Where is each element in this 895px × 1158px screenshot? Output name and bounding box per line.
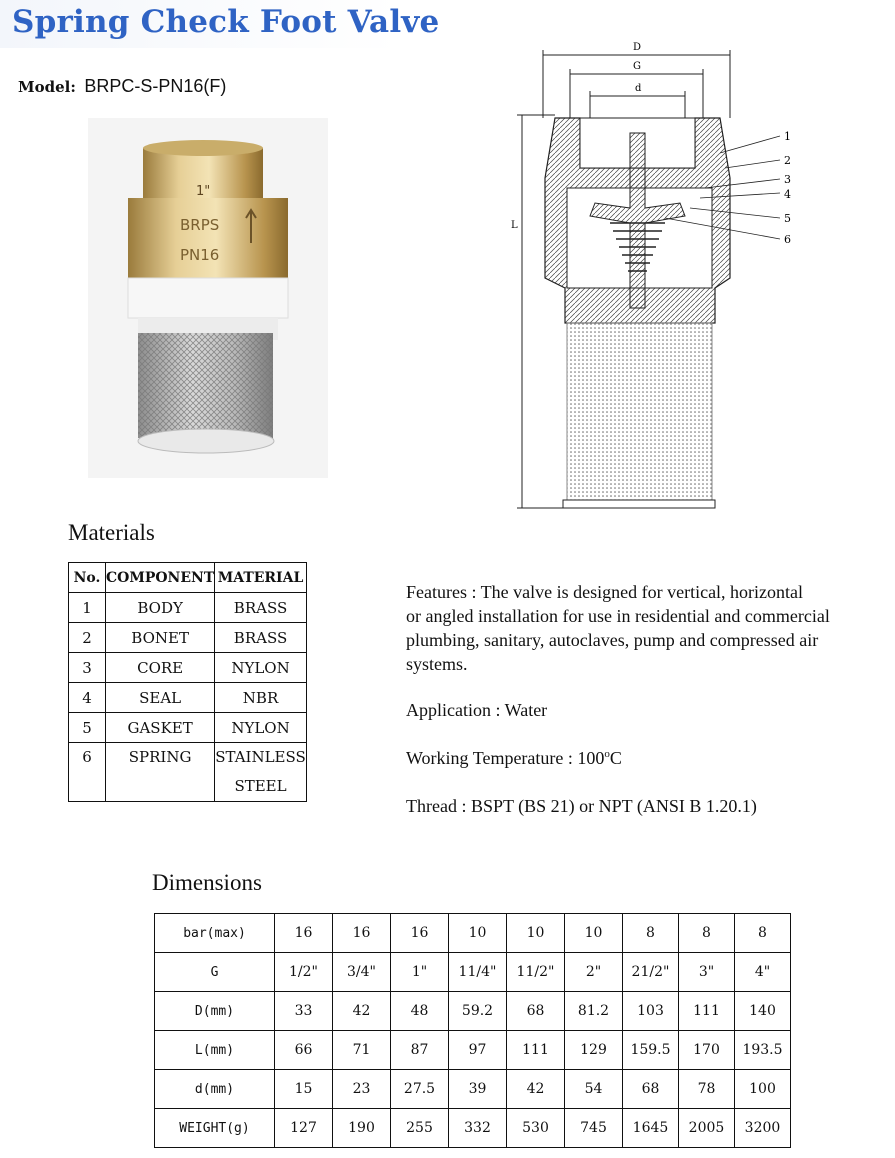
table-row bbox=[155, 914, 791, 953]
dimensions-cell: 8 bbox=[735, 914, 791, 953]
cell-component: SEAL bbox=[106, 683, 215, 713]
dimensions-cell: 190 bbox=[333, 1109, 391, 1148]
dimensions-cell: 16 bbox=[391, 914, 449, 953]
dimensions-cell: 11/4" bbox=[449, 953, 507, 992]
dimensions-cell: 103 bbox=[623, 992, 679, 1031]
materials-col-material: MATERIAL bbox=[215, 563, 307, 593]
dimensions-row-label: WEIGHT(g) bbox=[155, 1109, 275, 1148]
dimensions-cell: 1" bbox=[391, 953, 449, 992]
materials-heading: Materials bbox=[68, 520, 155, 545]
dimensions-cell: 16 bbox=[275, 914, 333, 953]
application-text: Application : Water bbox=[406, 700, 548, 720]
materials-header-row bbox=[69, 563, 307, 593]
dimensions-cell: 4" bbox=[735, 953, 791, 992]
cross-section-drawing bbox=[505, 38, 805, 513]
dimensions-cell: 68 bbox=[507, 992, 565, 1031]
dimensions-row-label: G bbox=[155, 953, 275, 992]
features-line: systems. bbox=[406, 654, 468, 674]
dimensions-row-label: d(mm) bbox=[155, 1070, 275, 1109]
cell-no: 5 bbox=[69, 713, 106, 743]
callout-4: 4 bbox=[784, 188, 791, 201]
dimensions-cell: 2005 bbox=[679, 1109, 735, 1148]
photo-marking-brand: BRPS bbox=[180, 216, 220, 234]
cell-component: BODY bbox=[106, 593, 215, 623]
dimensions-cell: 81.2 bbox=[565, 992, 623, 1031]
table-row bbox=[155, 992, 791, 1031]
dimensions-cell: 1/2" bbox=[275, 953, 333, 992]
cell-component: CORE bbox=[106, 653, 215, 683]
materials-table bbox=[68, 562, 307, 802]
callout-2: 2 bbox=[784, 154, 791, 167]
callout-3: 3 bbox=[784, 173, 791, 186]
dim-label-G: G bbox=[633, 61, 641, 72]
features-line: plumbing, sanitary, autoclaves, pump and compressed air bbox=[406, 630, 819, 650]
table-row bbox=[69, 743, 307, 802]
table-row bbox=[69, 653, 307, 683]
materials-col-no: No. bbox=[69, 563, 106, 593]
dimensions-cell: 59.2 bbox=[449, 992, 507, 1031]
dimensions-cell: 3" bbox=[679, 953, 735, 992]
temperature-unit: C bbox=[609, 748, 622, 768]
callout-1: 1 bbox=[784, 130, 791, 143]
cell-material: NYLON bbox=[215, 713, 307, 743]
table-row bbox=[155, 953, 791, 992]
working-temperature bbox=[406, 748, 622, 769]
dimensions-cell: 54 bbox=[565, 1070, 623, 1109]
dimensions-cell: 48 bbox=[391, 992, 449, 1031]
dimensions-cell: 16 bbox=[333, 914, 391, 953]
dimensions-cell: 129 bbox=[565, 1031, 623, 1070]
dimensions-row-label: bar(max) bbox=[155, 914, 275, 953]
dimensions-cell: 140 bbox=[735, 992, 791, 1031]
dimensions-cell: 255 bbox=[391, 1109, 449, 1148]
callout-6: 6 bbox=[784, 233, 791, 246]
cell-component: SPRING bbox=[106, 743, 215, 802]
callout-5: 5 bbox=[784, 212, 791, 225]
product-photo bbox=[88, 118, 328, 478]
dimensions-cell: 97 bbox=[449, 1031, 507, 1070]
dimensions-row-label: L(mm) bbox=[155, 1031, 275, 1070]
dimensions-cell: 8 bbox=[679, 914, 735, 953]
cell-no: 1 bbox=[69, 593, 106, 623]
dimensions-cell: 530 bbox=[507, 1109, 565, 1148]
dimensions-cell: 332 bbox=[449, 1109, 507, 1148]
table-row bbox=[69, 593, 307, 623]
dimensions-cell: 11/2" bbox=[507, 953, 565, 992]
dimensions-cell: 21/2" bbox=[623, 953, 679, 992]
dimensions-cell: 68 bbox=[623, 1070, 679, 1109]
cell-material: BRASS bbox=[215, 623, 307, 653]
dimensions-cell: 15 bbox=[275, 1070, 333, 1109]
cell-component: BONET bbox=[106, 623, 215, 653]
model-row bbox=[18, 76, 226, 97]
photo-marking-size: 1" bbox=[196, 184, 211, 199]
cell-no: 6 bbox=[69, 743, 106, 802]
dimensions-cell: 66 bbox=[275, 1031, 333, 1070]
dimensions-cell: 10 bbox=[449, 914, 507, 953]
page-title: Spring Check Foot Valve bbox=[12, 4, 440, 40]
dimensions-cell: 159.5 bbox=[623, 1031, 679, 1070]
dimensions-row-label: D(mm) bbox=[155, 992, 275, 1031]
materials-col-component: COMPONENT bbox=[106, 563, 215, 593]
dimensions-cell: 23 bbox=[333, 1070, 391, 1109]
cell-no: 3 bbox=[69, 653, 106, 683]
dim-label-D: D bbox=[633, 42, 642, 53]
dimensions-cell: 170 bbox=[679, 1031, 735, 1070]
cell-material: NBR bbox=[215, 683, 307, 713]
table-row bbox=[155, 1070, 791, 1109]
table-row bbox=[69, 623, 307, 653]
dimensions-cell: 745 bbox=[565, 1109, 623, 1148]
dimensions-cell: 39 bbox=[449, 1070, 507, 1109]
features-line: Features : The valve is designed for vertical, horizontal bbox=[406, 582, 804, 602]
table-row bbox=[69, 683, 307, 713]
cell-material: NYLON bbox=[215, 653, 307, 683]
cell-material: BRASS bbox=[215, 593, 307, 623]
dimensions-cell: 3200 bbox=[735, 1109, 791, 1148]
cell-component: GASKET bbox=[106, 713, 215, 743]
dimensions-heading: Dimensions bbox=[152, 870, 262, 895]
model-label: Model: bbox=[18, 78, 76, 96]
dimensions-cell: 78 bbox=[679, 1070, 735, 1109]
model-value: BRPC-S-PN16(F) bbox=[84, 76, 227, 96]
dimensions-cell: 3/4" bbox=[333, 953, 391, 992]
dimensions-cell: 42 bbox=[507, 1070, 565, 1109]
table-row bbox=[69, 713, 307, 743]
dimensions-cell: 71 bbox=[333, 1031, 391, 1070]
dimensions-cell: 10 bbox=[565, 914, 623, 953]
thread-text: Thread : BSPT (BS 21) or NPT (ANSI B 1.20.1) bbox=[406, 796, 757, 816]
dimensions-cell: 87 bbox=[391, 1031, 449, 1070]
dimensions-cell: 33 bbox=[275, 992, 333, 1031]
cell-no: 2 bbox=[69, 623, 106, 653]
table-row bbox=[155, 1031, 791, 1070]
cell-no: 4 bbox=[69, 683, 106, 713]
dimensions-cell: 2" bbox=[565, 953, 623, 992]
dimensions-cell: 1645 bbox=[623, 1109, 679, 1148]
dim-label-d: d bbox=[635, 83, 642, 94]
dimensions-cell: 193.5 bbox=[735, 1031, 791, 1070]
dim-label-L: L bbox=[511, 220, 518, 231]
dimensions-cell: 10 bbox=[507, 914, 565, 953]
dimensions-cell: 111 bbox=[507, 1031, 565, 1070]
dimensions-cell: 100 bbox=[735, 1070, 791, 1109]
cell-material: STAINLESS STEEL bbox=[215, 743, 307, 802]
degree-symbol: o bbox=[604, 748, 610, 760]
dimensions-cell: 127 bbox=[275, 1109, 333, 1148]
features-text bbox=[406, 580, 886, 676]
dimensions-cell: 8 bbox=[623, 914, 679, 953]
photo-marking-pressure: PN16 bbox=[180, 246, 220, 264]
dimensions-cell: 111 bbox=[679, 992, 735, 1031]
table-row bbox=[155, 1109, 791, 1148]
dimensions-table bbox=[154, 913, 791, 1148]
working-temperature-text: Working Temperature : 100 bbox=[406, 748, 605, 768]
features-line: or angled installation for use in residential and commercial bbox=[406, 606, 830, 626]
dimensions-cell: 27.5 bbox=[391, 1070, 449, 1109]
dimensions-cell: 42 bbox=[333, 992, 391, 1031]
